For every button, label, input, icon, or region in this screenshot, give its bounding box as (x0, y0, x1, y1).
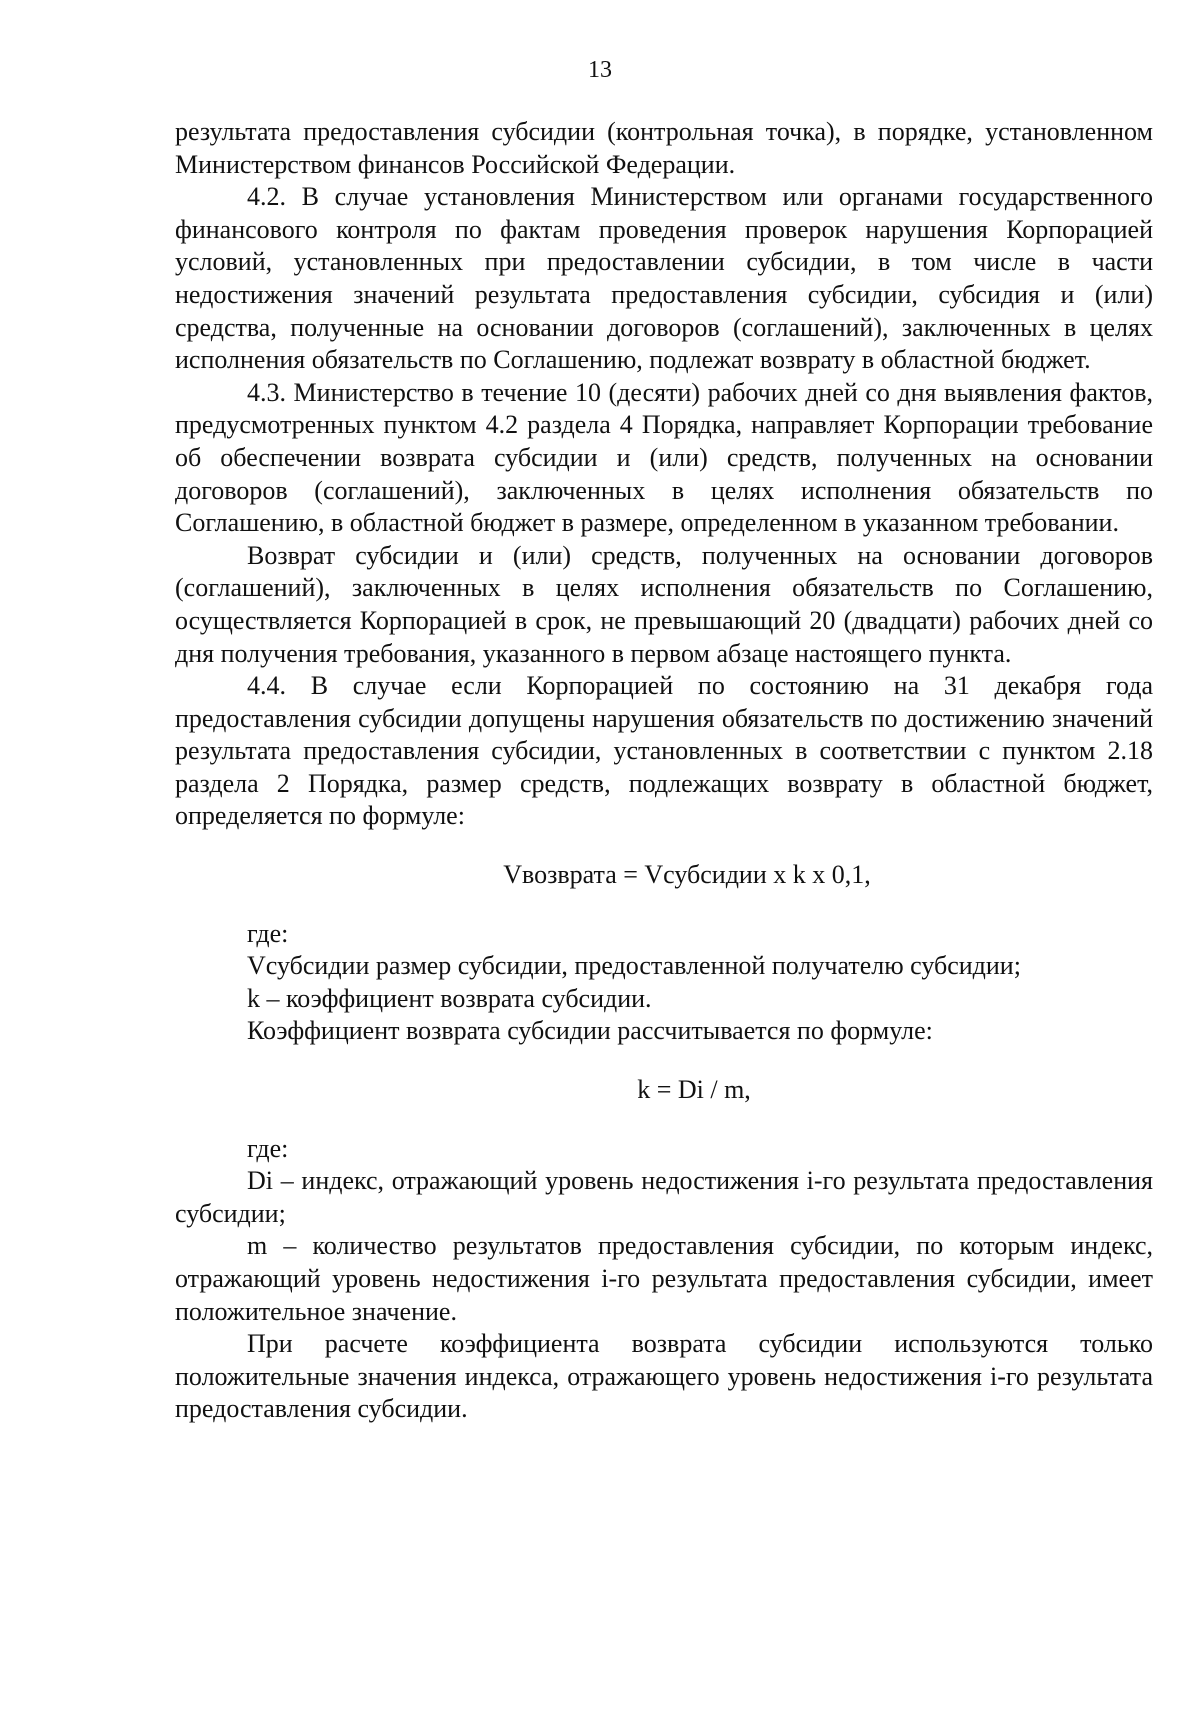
page-number: 13 (588, 57, 612, 83)
paragraph-4-3: 4.3. Министерство в течение 10 (десяти) рабочих дней со дня выявления фактов, предусмотренных пунктом 4.2 раздела 4 Порядка, направляет Корпорации требование об обеспечении возврата субсидии и (или) средств, полученных на основании договоров (соглашений), заключенных в целях исполнения обязательств по Соглашению, в областной бюджет в размере, определенном в указанном требовании. (175, 377, 1153, 538)
paragraph-4-2: 4.2. В случае установления Министерством или органами государственного финансового контроля по фактам проведения проверок нарушения Корпорацией условий, установленных при предоставлении субсидии, в том числе в части недостижения значений результата предоставления субсидии, субсидия и (или) средства, полученные на основании договоров (соглашений), заключенных в целях исполнения обязательств по Соглашению, подлежат возврату в областной бюджет. (175, 182, 1153, 375)
definition-m: m – количество результатов предоставления субсидии, по которым индекс, отражающий уровень недостижения i-го результата предоставления субсидии, имеет положительное значение. (175, 1231, 1153, 1326)
where-label: где: (247, 918, 289, 948)
paragraph-continuation: результата предоставления субсидии (контрольная точка), в порядке, установленном Министерством финансов Российской Федерации. (175, 117, 1153, 179)
definition-v-subsidy: Vсубсидии размер субсидии, предоставленной получателю субсидии; (247, 951, 1021, 981)
document-body (175, 116, 1153, 1426)
coefficient-intro: Коэффициент возврата субсидии рассчитывается по формуле: (247, 1016, 933, 1046)
paragraph-positive-values: При расчете коэффициента возврата субсидии используются только положительные значения индекса, отражающего уровень недостижения i-го результата предоставления субсидии. (175, 1329, 1153, 1424)
where-label: где: (247, 1133, 289, 1163)
formula-return-amount: Vвозврата = Vсубсидии х k х 0,1, (503, 860, 871, 890)
definition-di: Di – индекс, отражающий уровень недостижения i-го результата предоставления субсидии; (175, 1166, 1153, 1228)
paragraph-return-terms: Возврат субсидии и (или) средств, полученных на основании договоров (соглашений), заключенных в целях исполнения обязательств по Соглашению, осуществляется Корпорацией в срок, не превышающий 20 (двадцати) рабочих дней со дня получения требования, указанного в первом абзаце настоящего пункта. (175, 540, 1153, 668)
paragraph-4-4: 4.4. В случае если Корпорацией по состоянию на 31 декабря года предоставления субсидии допущены нарушения обязательств по достижению значений результата предоставления субсидии, установленных в соответствии с пунктом 2.18 раздела 2 Порядка, размер средств, подлежащих возврату в областной бюджет, определяется по формуле: (175, 671, 1153, 831)
formula-coefficient: k = Di / m, (637, 1075, 751, 1105)
definition-k: k – коэффициент возврата субсидии. (247, 983, 652, 1013)
